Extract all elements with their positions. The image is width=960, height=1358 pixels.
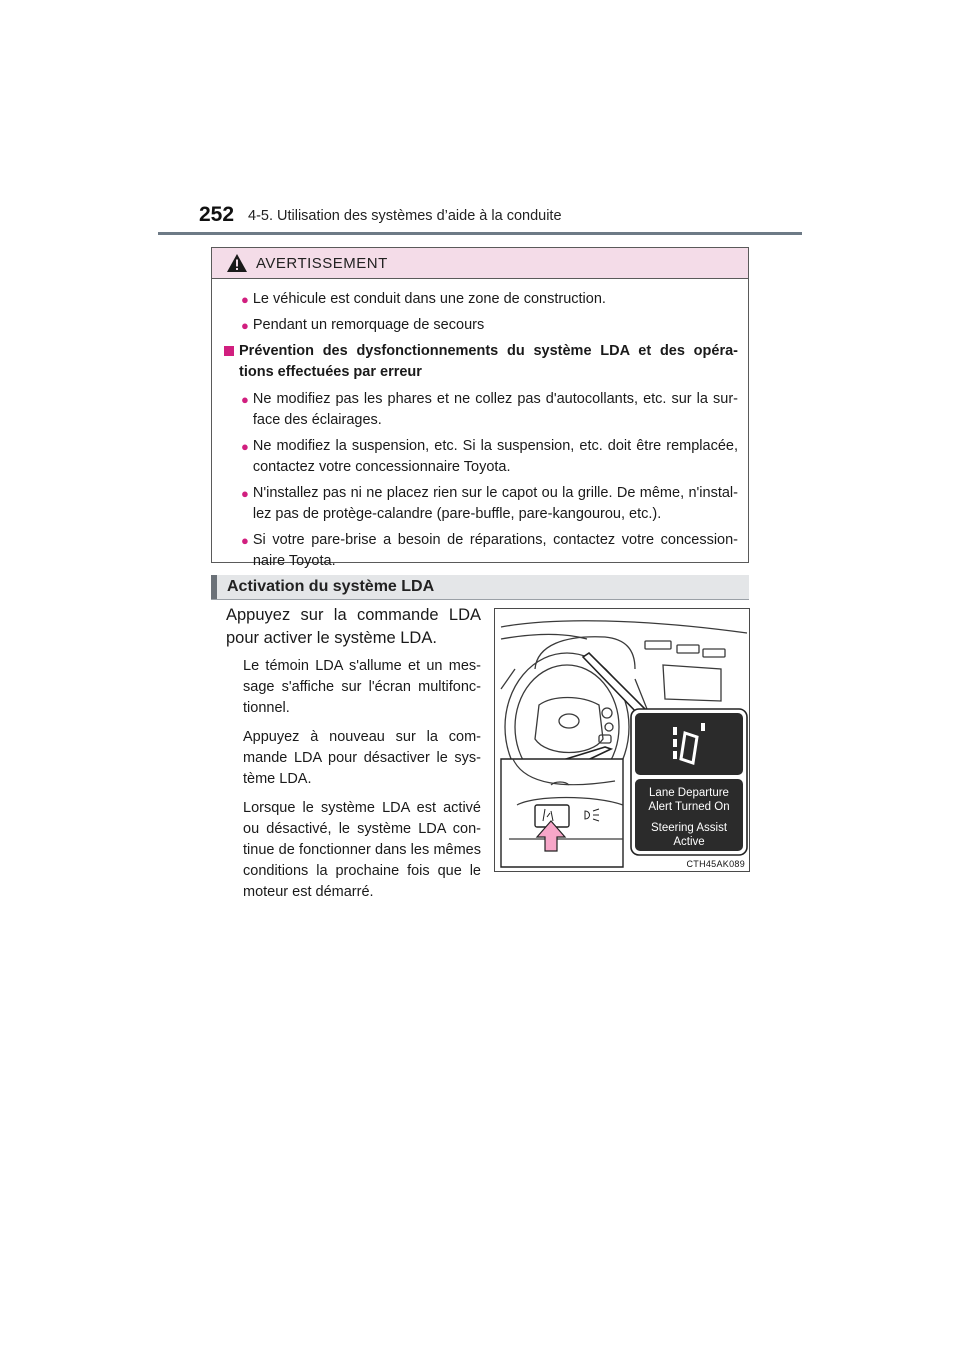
display-message-line: Active <box>673 836 705 848</box>
list-item: ● N'installez pas ni ne placez rien sur le capot ou la grille. De même, n'instal- lez pas de protège-calandre (pare-buffle, pare-kangourou, etc.). <box>241 483 738 525</box>
display-message-line: Lane Departure <box>649 787 729 799</box>
note-paragraph: Appuyez à nouveau sur la com- mande LDA pour désactiver le sys- tème LDA. <box>243 729 481 787</box>
instruction-text: Appuyez sur la commande LDA pour activer le système LDA. <box>226 606 481 647</box>
list-item: ● Ne modifiez pas les phares et ne collez pas d'autocollants, etc. sur la sur- face des éclairages. <box>241 389 738 431</box>
section-heading <box>211 575 749 600</box>
warning-title: AVERTISSEMENT <box>256 254 388 272</box>
square-bullet-icon <box>224 346 234 356</box>
notes <box>243 656 481 911</box>
warning-subheading: Prévention des dysfonctionnements du système LDA et des opéra- tions effectuées par erreur <box>224 341 738 383</box>
bullet-icon: ● <box>241 392 249 407</box>
section-heading-text: Activation du système LDA <box>227 578 435 595</box>
list-item: ● Le véhicule est conduit dans une zone de construction. <box>241 289 738 310</box>
warning-box <box>211 247 749 569</box>
list-item: ● Pendant un remorquage de secours <box>241 315 738 336</box>
figure-code: CTH45AK089 <box>686 859 745 869</box>
warning-body <box>212 279 748 572</box>
bullet-icon: ● <box>241 439 249 454</box>
bullet-icon: ● <box>241 318 249 333</box>
warning-header <box>212 248 748 279</box>
header-rule <box>158 232 802 235</box>
note-paragraph: Le témoin LDA s'allume et un mes- sage s'affiche sur l'écran multifonc- tionnel. <box>243 658 481 716</box>
bullet-icon: ● <box>241 533 249 548</box>
list-item: ● Si votre pare-brise a besoin de réparations, contactez votre concession- naire Toyota. <box>241 530 738 572</box>
warning-triangle-icon <box>226 253 248 273</box>
page-number: 252 <box>199 203 235 226</box>
display-message-line: Alert Turned On <box>648 801 730 813</box>
note-paragraph: Lorsque le système LDA est activé ou désactivé, le système LDA con- tinue de fonctionner dans les mêmes conditions la prochaine fois que le moteur est démarré. <box>243 800 481 900</box>
bullet-icon: ● <box>241 486 249 501</box>
bullet-icon: ● <box>241 292 249 307</box>
display-message-line: Steering Assist <box>650 822 728 834</box>
list-item: ● Ne modifiez la suspension, etc. Si la suspension, etc. doit être remplacée, contactez votre concessionnaire Toyota. <box>241 436 738 478</box>
section-title: 4-5. Utilisation des systèmes d’aide à la conduite <box>248 208 562 224</box>
illustration <box>494 608 750 872</box>
